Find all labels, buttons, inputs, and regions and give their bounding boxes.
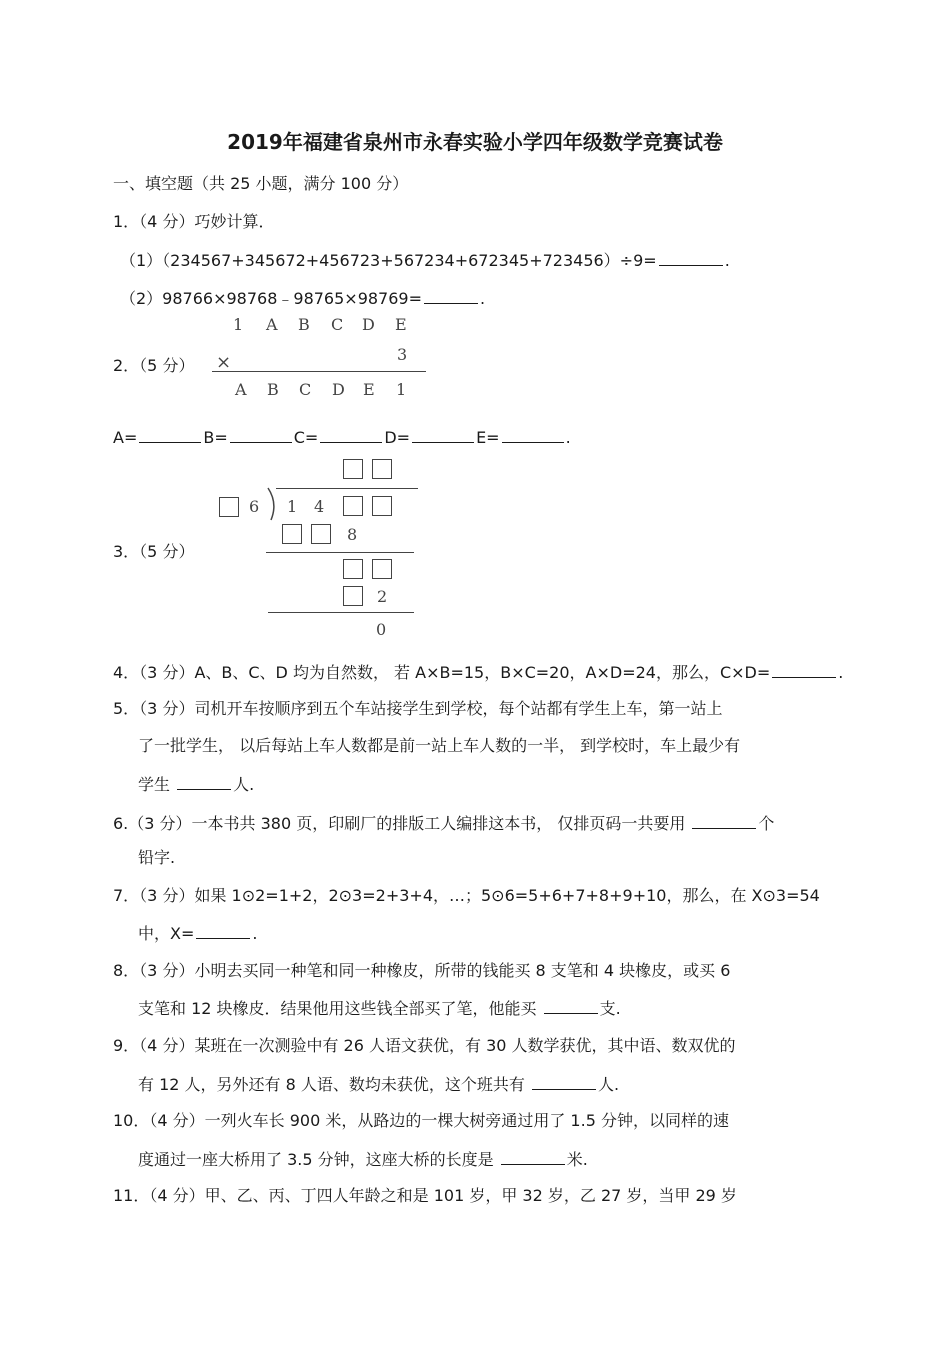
q2-times-sign: ×: [216, 352, 232, 373]
question-2-head: 2．（5 分）: [113, 356, 195, 375]
q2-top-digit: E: [395, 315, 407, 334]
q7-end: .: [252, 924, 258, 943]
q4-text: 4．（3 分）A、B、C、D 均为自然数， 若 A×B=15，B×C=20，A×D=24，那么，C×D=: [113, 663, 771, 682]
answer-blank[interactable]: [196, 922, 250, 939]
answer-blank[interactable]: [544, 997, 598, 1014]
answer-blank[interactable]: [230, 426, 292, 443]
q2-label-a: A=: [113, 428, 138, 447]
section-heading: 一、填空题（共 25 小题，满分 100 分）: [113, 174, 409, 193]
answer-blank[interactable]: [412, 426, 474, 443]
q2-label-d: D=: [384, 428, 411, 447]
q2-label-b: B=: [203, 428, 228, 447]
q4-end: .: [838, 663, 844, 682]
digit-box: [372, 496, 392, 516]
q2-bottom-digit: B: [267, 380, 279, 399]
q2-answers: [113, 426, 571, 448]
q10-text: 度通过一座大桥用了 3.5 分钟，这座大桥的长度是: [138, 1150, 499, 1169]
q2-top-digit: C: [331, 315, 344, 334]
divisor-digit: 6: [249, 497, 260, 516]
digit-box: [311, 524, 331, 544]
q3-digit-8: 8: [347, 525, 358, 544]
q5-end: 人.: [233, 775, 255, 794]
digit-box: [219, 497, 239, 517]
answer-blank[interactable]: [501, 1148, 565, 1165]
q3-rule: [266, 552, 414, 553]
digit-box: [372, 559, 392, 579]
q2-bottom-digit: 1: [396, 380, 407, 399]
q9-end: 人.: [597, 1075, 620, 1094]
question-5-line-2: 了一批学生， 以后每站上车人数都是前一站上车人数的一半， 到学校时，车上最少有: [138, 736, 741, 755]
dividend-digit: 1: [287, 497, 298, 516]
digit-box: [343, 459, 363, 479]
q3-remainder: 0: [376, 620, 387, 639]
question-3-head: 3．（5 分）: [113, 542, 195, 561]
answer-blank[interactable]: [532, 1073, 596, 1090]
q8-text: 支笔和 12 块橡皮．结果他用这些钱全部买了笔，他能买: [138, 999, 542, 1018]
answer-blank[interactable]: [177, 773, 231, 790]
digit-box: [282, 524, 302, 544]
question-7-line-1: 7．（3 分）如果 1⊙2=1+2，2⊙3=2+3+4，…；5⊙6=5+6+7+8+9+10，那么，在 X⊙3=54: [113, 886, 820, 905]
question-1-part-1: [120, 249, 730, 271]
q2-label-e: E=: [476, 428, 500, 447]
q2-rule: [212, 371, 426, 372]
digit-box: [372, 459, 392, 479]
answer-blank[interactable]: [772, 661, 836, 678]
q2-top-digit: A: [266, 315, 278, 334]
q1-p2-end: .: [480, 289, 486, 308]
q6-text: 6.（3 分）一本书共 380 页，印刷厂的排版工人编排这本书， 仅排页码一共要用: [113, 814, 691, 833]
q8-end: 支.: [599, 999, 621, 1018]
digit-box: [343, 496, 363, 516]
q1-p1-end: .: [724, 251, 730, 270]
question-5-line-3: [138, 773, 254, 795]
question-4: [113, 661, 843, 683]
q2-multiplier: 3: [397, 345, 408, 364]
question-1-part-2: [120, 287, 485, 309]
q2-end: .: [565, 428, 571, 447]
q2-top-digit: D: [362, 315, 375, 334]
answer-blank[interactable]: [659, 249, 723, 266]
page-title: 2019年福建省泉州市永春实验小学四年级数学竞赛试卷: [227, 130, 723, 154]
dividend-digit: 4: [314, 497, 325, 516]
answer-blank[interactable]: [502, 426, 564, 443]
question-6-line-2: 铅字.: [138, 848, 176, 867]
q7-text: 中，X=: [138, 924, 195, 943]
q6-unit: 个: [758, 814, 775, 833]
q5-text: 学生: [138, 775, 176, 794]
q3-digit-2: 2: [377, 587, 388, 606]
question-8-line-2: [138, 997, 621, 1019]
question-9-line-1: 9．（4 分）某班在一次测验中有 26 人语文获优，有 30 人数学获优，其中语、数双优的: [113, 1036, 736, 1055]
answer-blank[interactable]: [320, 426, 382, 443]
question-10-line-2: [138, 1148, 588, 1170]
q2-bottom-digit: C: [299, 380, 312, 399]
answer-blank[interactable]: [139, 426, 201, 443]
q1-p1-text: （1）（234567+345672+456723+567234+672345+723456）÷9=: [120, 251, 657, 270]
q2-label-c: C=: [293, 428, 319, 447]
division-bar: [276, 488, 418, 489]
question-1-head: 1．（4 分）巧妙计算．: [113, 212, 275, 231]
answer-blank[interactable]: [424, 287, 478, 304]
q2-bottom-digit: E: [363, 380, 375, 399]
question-10-line-1: 10．（4 分）一列火车长 900 米，从路边的一棵大树旁通过用了 1.5 分钟，以同样的速: [113, 1111, 729, 1130]
question-8-line-1: 8．（3 分）小明去买同一种笔和同一种橡皮，所带的钱能买 8 支笔和 4 块橡皮，或买 6: [113, 961, 731, 980]
q9-text: 有 12 人，另外还有 8 人语、数均未获优，这个班共有: [138, 1075, 530, 1094]
q10-end: 米.: [566, 1150, 588, 1169]
question-9-line-2: [138, 1073, 619, 1095]
answer-blank[interactable]: [692, 812, 756, 829]
q2-bottom-digit: D: [332, 380, 345, 399]
q2-top-digit: B: [298, 315, 310, 334]
digit-box: [343, 559, 363, 579]
question-5-line-1: 5．（3 分）司机开车按顺序到五个车站接学生到学校，每个站都有学生上车，第一站上: [113, 699, 723, 718]
q2-bottom-digit: A: [235, 380, 247, 399]
digit-box: [343, 586, 363, 606]
division-bracket: [265, 486, 281, 522]
question-6-line-1: [113, 812, 774, 834]
question-7-line-2: [138, 922, 257, 944]
question-11-line-1: 11．（4 分）甲、乙、丙、丁四人年龄之和是 101 岁，甲 32 岁，乙 27 岁，当甲 29 岁: [113, 1186, 737, 1205]
q3-rule: [268, 612, 414, 613]
q1-p2-text: （2）98766×98768﹣98765×98769=: [120, 289, 422, 308]
q2-top-digit: 1: [233, 315, 244, 334]
